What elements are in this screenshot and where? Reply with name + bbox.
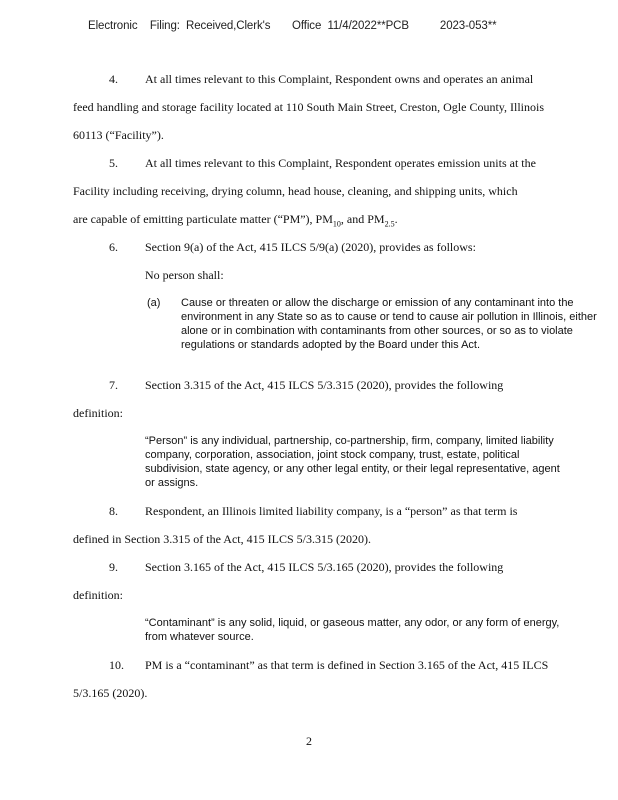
person-definition-quote: “Person” is any individual, partnership, co-partnership, firm, company, limited liability company, corporation, association, joint stock company, trust, estate, political subdivision, state agency, or any other legal entity, or their legal representative, agent or assigns. [145,435,560,489]
paragraph-6-line-1: Section 9(a) of the Act, 415 ILCS 5/9(a) (2020), provides as follows: [145,240,476,254]
paragraph-4-number: 4. [109,72,118,86]
subsection-a-label: (a) [147,297,161,309]
subsection-a-text: Cause or threaten or allow the discharge or emission of any contaminant into the environment in any State so as to cause or tend to cause air pollution in Illinois, either alone or in combination with contaminants from other sources, or so as to violate regulations or standards adopted by the Board under this Act. [181,297,597,351]
paragraph-5-number: 5. [109,156,118,170]
paragraph-10-line-2: 5/3.165 (2020). [73,686,148,700]
paragraph-8-number: 8. [109,504,118,518]
paragraph-5-line-3: are capable of emitting particulate matter (“PM”), $PM_{10}$, and $PM_{2.5}$. [73,212,398,229]
paragraph-10-line-1: PM is a “contaminant” as that term is defined in Section 3.165 of the Act, 415 ILCS [145,658,549,672]
paragraph-9-number: 9. [109,560,118,574]
paragraph-6-lead-in: No person shall: [145,268,224,282]
paragraph-5-line-1: At all times relevant to this Complaint, Respondent operates emission units at the [145,156,536,170]
paragraph-8-line-2: defined in Section 3.315 of the Act, 415 ILCS 5/3.315 (2020). [73,532,371,546]
paragraph-9-line-1: Section 3.165 of the Act, 415 ILCS 5/3.165 (2020), provides the following [145,560,504,574]
paragraph-4-line-1: At all times relevant to this Complaint, Respondent owns and operates an animal [145,72,534,86]
paragraph-5-line-2: Facility including receiving, drying column, head house, cleaning, and shipping units, which [73,184,518,198]
paragraph-10-number: 10. [109,658,124,672]
filing-stamp-header: Electronic Filing: Received,Clerk's Office 11/4/2022**PCB 2023-053** [88,20,497,32]
page-number: 2 [306,734,312,748]
contaminant-definition-quote: “Contaminant” is any solid, liquid, or gaseous matter, any odor, or any form of energy, from whatever source. [145,617,560,643]
paragraph-7-number: 7. [109,378,118,392]
paragraph-4-line-2: feed handling and storage facility located at 110 South Main Street, Creston, Ogle County, Illinois [73,100,545,114]
paragraph-7-line-2: definition: [73,406,123,420]
paragraph-8-line-1: Respondent, an Illinois limited liability company, is a “person” as that term is [145,504,518,518]
paragraph-9-line-2: definition: [73,588,123,602]
paragraph-7-line-1: Section 3.315 of the Act, 415 ILCS 5/3.315 (2020), provides the following [145,378,504,392]
paragraph-6-number: 6. [109,240,118,254]
paragraph-4-line-3: 60113 (“Facility”). [73,128,164,142]
